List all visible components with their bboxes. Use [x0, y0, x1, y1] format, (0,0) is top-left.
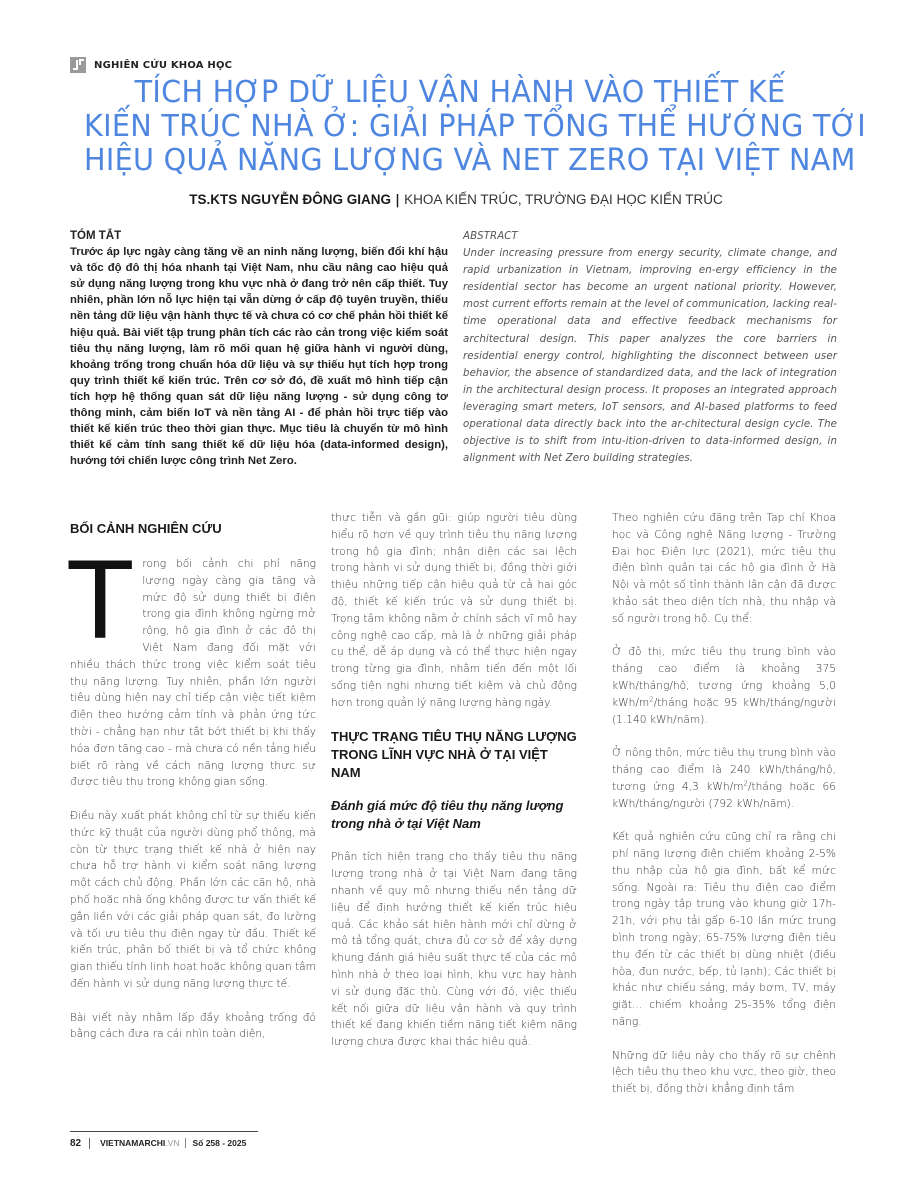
- paragraph-continued: Bài viết này nhằm lấp đầy khoảng trống đó bằng cách đưa ra cái nhìn toàn diện,: [70, 1011, 316, 1041]
- body-column-1: [66, 514, 316, 1060]
- paragraph: Theo nghiên cứu đăng trên Tạp chí Khoa học và Công nghệ Năng lượng - Trường Đại học Điện lực (2021), mức tiêu thụ điện bình quân tại các hộ gia đình ở Hà Nội và một số tỉnh thành lân cận đã được khảo sát theo diện tích nhà, thu nhập và số người trong hộ. Cụ thể:: [612, 512, 836, 625]
- magazine-title: VIETNAMARCHI: [100, 1138, 166, 1148]
- body-column-2: [331, 510, 577, 1068]
- abstract-english: [463, 228, 837, 467]
- title-line: HIỆU QUẢ NĂNG LƯỢNG VÀ NET ZERO TẠI VIỆT NAM: [84, 143, 856, 178]
- section-label: NGHIÊN CỨU KHOA HỌC: [94, 59, 233, 71]
- paragraph-intro: [66, 537, 316, 791]
- abstract-vietnamese: [70, 228, 448, 469]
- paragraph: Điều này xuất phát không chỉ từ sự thiếu kiến thức kỹ thuật của người dùng phổ thông, mà còn từ thực trạng thiết kế nhà ở hiện nay chưa hỗ trợ hành vi kiểm soát năng lượng một cách chủ động. Phần lớn các căn hộ, nhà phố hoặc nhà ống không được tư vấn thiết kế gắn liền với các giải pháp quan sát, đo lường và tối ưu tiêu thụ điện ngay từ đầu. Thiết kế kiến trúc, phân bố thiết bị và tổ chức không gian thiếu tính linh hoạt hoặc không quan tâm đến hành vi sử dụng năng lượng thực tế.: [70, 809, 316, 990]
- urban-text-a: Ở đô thị, mức tiêu thụ trung bình vào tháng cao điểm là khoảng 375 kWh/tháng/hộ, tương ứng khoảng 5,0 kWh/m: [612, 646, 836, 709]
- abstract-vn-text: Trước áp lực ngày càng tăng về an ninh năng lượng, biến đổi khí hậu và tốc độ đô thị hóa nhanh tại Việt Nam, nhu cầu nâng cao hiệu quả sử dụng năng lượng trong khu vực nhà ở đang trở nên cấp thiết. Tuy nhiên, phần lớn nỗ lực hiện tại vẫn dừng ở cấp độ tuyên truyền, thiếu nền tảng dữ liệu vận hành thực tế và chưa có cơ chế phản hồi thiết kế hiệu quả. Bài viết tập trung phân tích các rào cản trong việc kiểm soát tiêu thụ năng lượng, làm rõ mối quan hệ giữa hành vi người dùng, khoảng trống trong chuẩn hóa dữ liệu và sự thiếu hụt tích hợp trong quy trình thiết kế kiến trúc. Trên cơ sở đó, đề xuất mô hình tiếp cận tích hợp hệ thống quan sát dữ liệu năng lượng - sử dụng công tơ thông minh, cảm biến IoT và nền tảng AI - để phản hồi trực tiếp vào thiết kế kiến trúc theo thời gian thực. Mục tiêu là chuyển từ mô hình thiết kế cảm tính sang thiết kế dữ liệu hóa (data-informed design), hướng tới chiến lược công trình Net Zero.: [70, 246, 448, 468]
- issue-number: Số 258 - 2025: [192, 1138, 247, 1148]
- abstract-en-heading: ABSTRACT: [463, 231, 518, 242]
- title-line: KIẾN TRÚC NHÀ Ở: GIẢI PHÁP TỔNG THỂ HƯỚNG TỚI: [84, 109, 866, 144]
- author-name: TS.KTS NGUYỄN ĐÔNG GIANG: [189, 192, 392, 207]
- superscript: 2: [649, 695, 654, 704]
- paragraph: Kết quả nghiên cứu cũng chỉ ra rằng chi phí năng lượng điện chiếm khoảng 2-5% thu nhập của hộ gia đình, bất kể mức sống. Ngoài ra: Tiêu thụ điện cao điểm trong ngày tập trung vào khung giờ 17h-21h, với phụ tải gấp 6-10 lần mức trung bình trong ngày; 65-75% lượng điện tiêu thụ đến từ các thiết bị dùng nhiệt (điều hòa, đun nước, bếp, tủ lạnh); Các thiết bị khác như chiếu sáng, máy bơm, TV, máy giặt... chiếm khoảng 25-35% tổng điện năng.: [612, 831, 836, 1028]
- byline: [0, 192, 912, 208]
- section-heading-status: THỰC TRẠNG TIÊU THỤ NĂNG LƯỢNG TRONG LĨNH VỰC NHÀ Ở TẠI VIỆT NAM: [331, 729, 577, 781]
- footer-rule: [70, 1131, 258, 1132]
- article-title: [84, 75, 866, 178]
- magazine-logo-icon: [70, 57, 86, 73]
- magazine-name: [90, 1138, 186, 1148]
- rural-text-a: Ở nông thôn, mức tiêu thụ trung bình vào tháng cao điểm là 240 kWh/tháng/hộ, tương ứng 4,3 kWh/m: [612, 747, 836, 793]
- paragraph: Những dữ liệu này cho thấy rõ sự chênh lệch tiêu thụ theo khu vực, theo giờ, theo thiết bị, đồng thời khẳng định tầm: [612, 1049, 836, 1096]
- paragraph-intro-text: rong bối cảnh chi phí năng lượng ngày càng gia tăng và mức độ sử dụng thiết bị điện trong gia đình không ngừng mở rộng, hộ gia đình ở các đô thị Việt Nam đang đối mặt với nhiều thách thức trong việc kiểm soát tiêu thụ năng lượng. Tuy nhiên, phần lớn người tiêu dùng hiện nay chỉ tiếp cận việc tiết kiệm điện theo hướng cảm tính và phản ứng tức thời - chẳng hạn như tắt bớt thiết bị khi thấy hóa đơn tăng cao - mà chưa có nền tảng hiểu biết rõ ràng về cách năng lượng thực sự được tiêu thụ trong không gian sống.: [70, 558, 316, 789]
- abstract-vn-heading: TÓM TẮT: [70, 230, 122, 242]
- section-tag: [70, 56, 232, 74]
- paragraph-rural: [612, 745, 836, 812]
- paragraph: Phân tích hiện trạng cho thấy tiêu thụ năng lượng trong nhà ở tại Việt Nam đang tăng nhanh về quy mô nhưng thiếu nền tảng dữ liệu để định hướng thiết kế kiến trúc hiệu quả. Các khảo sát hiện hành mới chỉ dừng ở mô tả tổng quát, chưa đủ cơ sở để xây dựng khung đánh giá hiệu suất thực tế của các mô hình nhà ở theo loại hình, khu vực hay hành vi sử dụng đặc thù. Cùng với đó, việc thiếu kết nối giữa dữ liệu vận hành và quy trình thiết kế đang khiến tiềm năng tiết kiệm năng lượng chưa được khai thác hiệu quả.: [331, 851, 577, 1049]
- urban-text-b: /tháng hoặc 95 kWh/tháng/người (1.140 kWh/năm).: [612, 696, 836, 726]
- drop-cap: T: [66, 537, 135, 662]
- magazine-domain: .VN: [165, 1138, 180, 1148]
- abstract-en-text: Under increasing pressure from energy security, climate change, and rapid urbanization in Vietnam, improving en-ergy efficiency in the residential sector has become an urgent national priority. However, most current efforts remain at the level of communication, lacking real-time operational data and effective feedback mechanisms for architectural design. This paper analyzes the core barriers in residential energy control, highlighting the disconnect between user behavior, the absence of standardized data, and the lack of integration in the architectural design process. It proposes an integrated approach leveraging smart meters, IoT sensors, and AI-based platforms to feed operational data directly back into the ar-chitectural design cycle. The objective is to shift from intu-ition-driven to data-informed design, in alignment with Net Zero building strategies.: [463, 248, 837, 465]
- paragraph-urban: [612, 644, 836, 728]
- paragraph-continuation: thực tiễn và gần gũi: giúp người tiêu dùng hiểu rõ hơn về quy trình tiêu thụ năng lượng trong hộ gia đình; nhận diện các sai lệch trong hành vi sử dụng thiết bị; đồng thời giới thiệu những tiếp cận hiệu quả từ cả hai góc độ, thiết kế kiến trúc và sử dụng thiết bị. Trọng tâm không nằm ở chính sách vĩ mô hay công nghệ cao cấp, mà là ở những giải pháp cụ thể, dễ áp dụng và có thể thực hiện ngay trong từng gia đình, nhằm tiến đến một lối sống tiện nghi nhưng tiết kiệm và chủ động hơn trong quản lý năng lượng hàng ngày.: [331, 512, 577, 709]
- page-number: 82: [70, 1138, 90, 1149]
- page-footer: [70, 1135, 246, 1151]
- author-affiliation: KHOA KIẾN TRÚC, TRƯỜNG ĐẠI HỌC KIẾN TRÚC: [404, 192, 723, 207]
- subsection-heading: Đánh giá mức độ tiêu thụ năng lượng trong nhà ở tại Việt Nam: [331, 798, 564, 832]
- title-line: TÍCH HỢP DỮ LIỆU VẬN HÀNH VÀO THIẾT KẾ: [134, 75, 786, 110]
- superscript: 2: [743, 779, 748, 788]
- rural-text-b: /tháng hoặc 66 kWh/tháng/người (792 kWh/năm).: [612, 780, 836, 810]
- byline-separator: |: [395, 193, 400, 208]
- body-column-3: [612, 510, 836, 1115]
- section-heading-context: BỐI CẢNH NGHIÊN CỨU: [70, 521, 222, 536]
